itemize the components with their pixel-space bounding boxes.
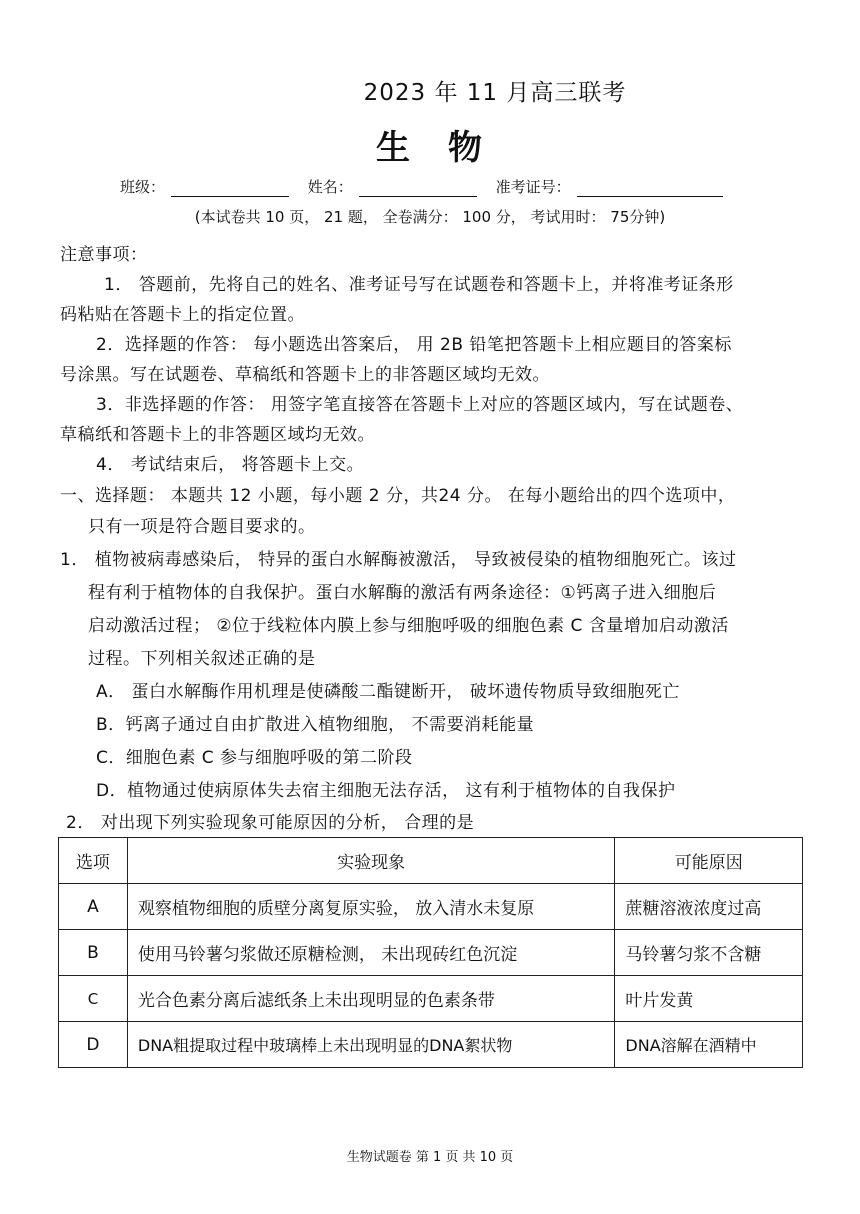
row-reason: 叶片发黄 bbox=[615, 976, 803, 1022]
table-header-row bbox=[59, 838, 803, 884]
q1-line-1: 1． 植物被病毒感染后， 特异的蛋白水解酶被激活， 导致被侵染的植物细胞死亡。该过 bbox=[60, 550, 737, 570]
table-row bbox=[59, 930, 803, 976]
q1-option-b: B．钙离子通过自由扩散进入植物细胞， 不需要消耗能量 bbox=[96, 715, 535, 735]
name-blank[interactable] bbox=[359, 180, 477, 197]
row-phenomenon: 光合色素分离后滤纸条上未出现明显的色素条带 bbox=[127, 976, 615, 1022]
row-phenomenon: 观察植物细胞的质壁分离复原实验， 放入清水未复原 bbox=[127, 884, 615, 930]
row-option: A bbox=[59, 884, 128, 930]
name-label: 姓名： bbox=[307, 178, 353, 196]
q1-line-3: 启动激活过程； ②位于线粒体内膜上参与细胞呼吸的细胞色素 C 含量增加启动激活 bbox=[88, 616, 729, 636]
row-option: B bbox=[59, 930, 128, 976]
subject-char-2: 物 bbox=[448, 128, 484, 168]
subject-char-1: 生 bbox=[376, 128, 412, 168]
note-1b: 码粘贴在答题卡上的指定位置。 bbox=[60, 305, 305, 325]
table-row bbox=[59, 976, 803, 1022]
student-info-row bbox=[120, 176, 737, 197]
page-footer: 生物试题卷 第 1 页 共 10 页 bbox=[346, 1150, 514, 1165]
class-blank[interactable] bbox=[171, 180, 289, 197]
row-reason: 蔗糖溶液浓度过高 bbox=[615, 884, 803, 930]
row-reason: 马铃薯匀浆不含糖 bbox=[615, 930, 803, 976]
class-label: 班级： bbox=[120, 178, 166, 196]
table-header-reason: 可能原因 bbox=[615, 838, 803, 884]
exam-info: (本试卷共 10 页， 21 题， 全卷满分： 100 分， 考试用时： 75分钟) bbox=[194, 208, 666, 226]
row-option: D bbox=[59, 1022, 128, 1068]
exam-title: 2023 年 11 月高三联考 bbox=[363, 80, 627, 106]
section-title-a: 一、选择题： 本题共 12 小题，每小题 2 分，共24 分。 在每小题给出的四个选项中， bbox=[60, 486, 736, 506]
subject-title bbox=[0, 120, 860, 169]
q1-option-c: C．细胞色素 C 参与细胞呼吸的第二阶段 bbox=[96, 748, 413, 768]
exam-id-label: 准考证号： bbox=[495, 178, 571, 196]
table-header-phenomenon: 实验现象 bbox=[127, 838, 615, 884]
row-option: C bbox=[59, 976, 128, 1022]
q2-stem: 2． 对出现下列实验现象可能原因的分析， 合理的是 bbox=[66, 813, 475, 833]
table-row bbox=[59, 1022, 803, 1068]
table-row bbox=[59, 884, 803, 930]
section-title-b: 只有一项是符合题目要求的。 bbox=[88, 517, 316, 537]
row-phenomenon: DNA粗提取过程中玻璃棒上未出现明显的DNA絮状物 bbox=[127, 1022, 615, 1068]
row-reason: DNA溶解在酒精中 bbox=[615, 1022, 803, 1068]
note-3b: 草稿纸和答题卡上的非答题区域均无效。 bbox=[60, 425, 375, 445]
q2-table bbox=[58, 837, 803, 1068]
note-2a: 2．选择题的作答： 每小题选出答案后， 用 2B 铅笔把答题卡上相应题目的答案标 bbox=[96, 335, 732, 355]
q1-option-d: D．植物通过使病原体失去宿主细胞无法存活， 这有利于植物体的自我保护 bbox=[96, 781, 676, 801]
q1-line-4: 过程。下列相关叙述正确的是 bbox=[88, 649, 316, 669]
exam-id-blank[interactable] bbox=[577, 180, 723, 197]
table-header-option: 选项 bbox=[59, 838, 128, 884]
q1-line-2: 程有利于植物体的自我保护。蛋白水解酶的激活有两条途径：①钙离子进入细胞后 bbox=[88, 583, 717, 603]
q1-option-a: A． 蛋白水解酶作用机理是使磷酸二酯键断开， 破坏遗传物质导致细胞死亡 bbox=[96, 682, 680, 702]
notes-heading: 注意事项： bbox=[60, 245, 148, 265]
note-3a: 3．非选择题的作答： 用签字笔直接答在答题卡上对应的答题区域内，写在试题卷、 bbox=[96, 395, 744, 415]
row-phenomenon: 使用马铃薯匀浆做还原糖检测， 未出现砖红色沉淀 bbox=[127, 930, 615, 976]
note-4: 4． 考试结束后， 将答题卡上交。 bbox=[96, 455, 365, 475]
note-2b: 号涂黑。写在试题卷、草稿纸和答题卡上的非答题区域均无效。 bbox=[60, 365, 550, 385]
note-1a: 1． 答题前，先将自己的姓名、准考证号写在试题卷和答题卡上，并将准考证条形 bbox=[104, 275, 734, 295]
